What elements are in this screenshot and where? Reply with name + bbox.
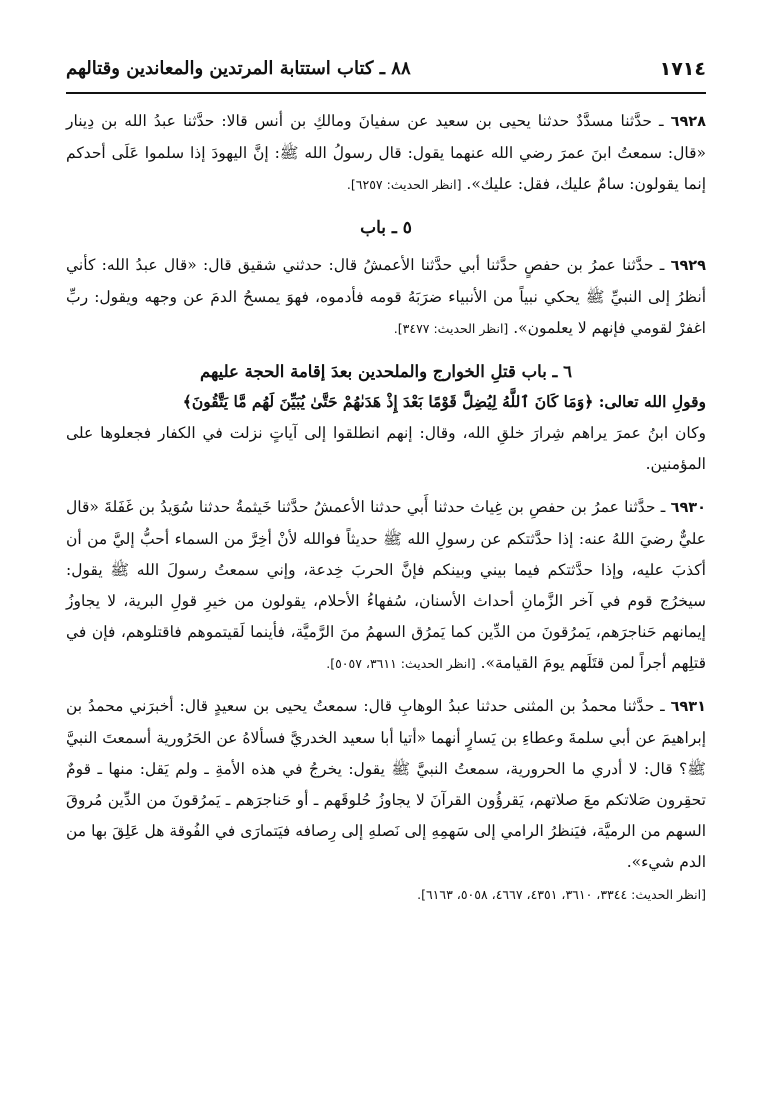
page-header [66,56,706,94]
verse-intro: وقولِ الله تعالى: [598,392,706,411]
hadith-number: ٦٩٢٨ [670,114,706,130]
hadith-text: ـ حدَّثنا عمرُ بن حفصٍ حدَّثنا أبي حدَّثنا الأعمشُ قال: حدثني شقيق قال: «قال عبدُ الله: كأني أنظرُ إلى النبيِّ ﷺ يحكي نبياً من الأنبياء ضرَبَهُ قومه فأدموه، فهوَ يمسحُ الدمَ عن وجهه ويقول: ربِّ اغفرْ لقومي فإنهم لا يعلمون». [66,256,706,337]
hadith-reference: [انظر الحديث: ٣٦١١، ٥٠٥٧]. [326,656,476,671]
hadith-text: ـ حدَّثنا محمدُ بن المثنى حدثنا عبدُ الوهابِ قال: سمعتُ يحيى بن سعيدٍ قال: أخبرَني محمدُ بن إبراهيمَ عن أبي سلمةَ وعطاءِ بن يَسارٍ أنهما «أتيا أبا سعيد الخدريَّ فسألاهُ عن الحَرُورية أسمعتَ النبيَّ ﷺ؟ قال: لا أدري ما الحرورية، سمعتُ النبيَّ ﷺ يقول: يخرجُ في هذه الأمةِ ـ ولم يَقل: منها ـ قومٌ تحقِرون صَلاتكم معَ صلاتهم، يَقرؤُون القرآنَ لا يجاوزُ حُلوقَهم ـ أو حَناجرَهم ـ يَمرُقونَ من الدِّين مُروقَ السهم من الرميَّة، فيَنظرُ الرامي إلى سَهمِهِ إلى نَصلهِ إلى رِصافه فيَتمارَى في الفُوقة هل عَلِقَ بها من الدم شيء». [66,697,706,871]
chapter-commentary: وكان ابنُ عمرَ يراهم شِرارَ خلقِ الله، وقال: إنهم انطلقوا إلى آياتٍ نزلت في الكفار فجعلوها على المؤمنين. [66,424,706,473]
chapter-heading-5: ٥ ـ باب [360,218,412,238]
hadith-number: ٦٩٣١ [670,699,706,715]
hadith-text: ـ حدَّثنا عمرُ بن حفصِ بن غِياث حدثنا أَبي حدثنا الأعمشُ حدَّثنا خَيثمةُ حدثنا سُوَيدُ بن غَفَلةَ «قال عليٌّ رضيَ اللهُ عنه: إذا حدَّثتكم عن رسولِ الله ﷺ حديثاً فوالله لأنْ أخِرَّ من السماء أحبُّ إليَّ من أن أكذبَ عليه، وإذا حدَّثتكم فيما بيني وبينكم فإنَّ الحربَ خِدعة، وإني سمعتُ رسولَ الله ﷺ يقول: سيخرُج قوم في آخر الزَّمانِ أحداث الأسنان، سُفهاءُ الأحلام، يقولون من خيرِ قولِ البرية، لا يجاوزُ إيمانهم حَناجرَهم، يَمرُقونَ من الدِّين كما يَمرُق السهمُ منَ الرَّميَّة، فأينما لَقيتموهم فاقتلوهم، فإن في قتلِهم أجراً لمن قتَلَهم يومَ القيامة». [66,498,706,672]
hadith-reference: [انظر الحديث: ٣٤٧٧]. [393,321,509,336]
hadith-number: ٦٩٣٠ [670,500,706,516]
hadith-6929 [66,250,706,344]
page [66,56,706,910]
chapter-heading-6: ٦ ـ باب قتلِ الخوارج والملحدين بعدَ إقامة الحجة عليهم [200,362,572,381]
running-title: ٨٨ ـ كتاب استتابة المرتدين والمعاندين وقتالهم [66,58,411,79]
hadith-6930 [66,492,706,679]
hadith-reference: [انظر الحديث: ٣٣٤٤، ٣٦١٠، ٤٣٥١، ٤٦٦٧، ٥٠٥٨، ٦١٦٣]. [417,887,706,902]
hadith-6931 [66,691,706,878]
quran-verse-line [66,386,706,418]
quran-verse: ﴿وَمَا كَانَ ٱللَّهُ لِيُضِلَّ قَوْمًا بَعْدَ إِذْ هَدَىٰهُمْ حَتَّىٰ يُبَيِّنَ لَهُم مَّا يَتَّقُونَ﴾ [182,392,594,411]
page-number: ١٧١٤ [659,58,706,80]
hadith-6928 [66,106,706,200]
hadith-text: ـ حدَّثنا مسدَّدٌ حدثنا يحيى بن سعيد عن سفيانَ ومالكِ بن أنس قالا: حدَّثنا عبدُ الله بن دِينار «قال: سمعتُ ابنَ عمرَ رضي الله عنهما يقول: قال رسولُ الله ﷺ: إنَّ اليهودَ إذا سلموا عَلَى أحدكم إنما يقولون: سامٌ عليك، فقل: عليك». [66,112,706,193]
hadith-number: ٦٩٢٩ [670,258,706,274]
hadith-reference: [انظر الحديث: ٦٢٥٧]. [346,177,462,192]
